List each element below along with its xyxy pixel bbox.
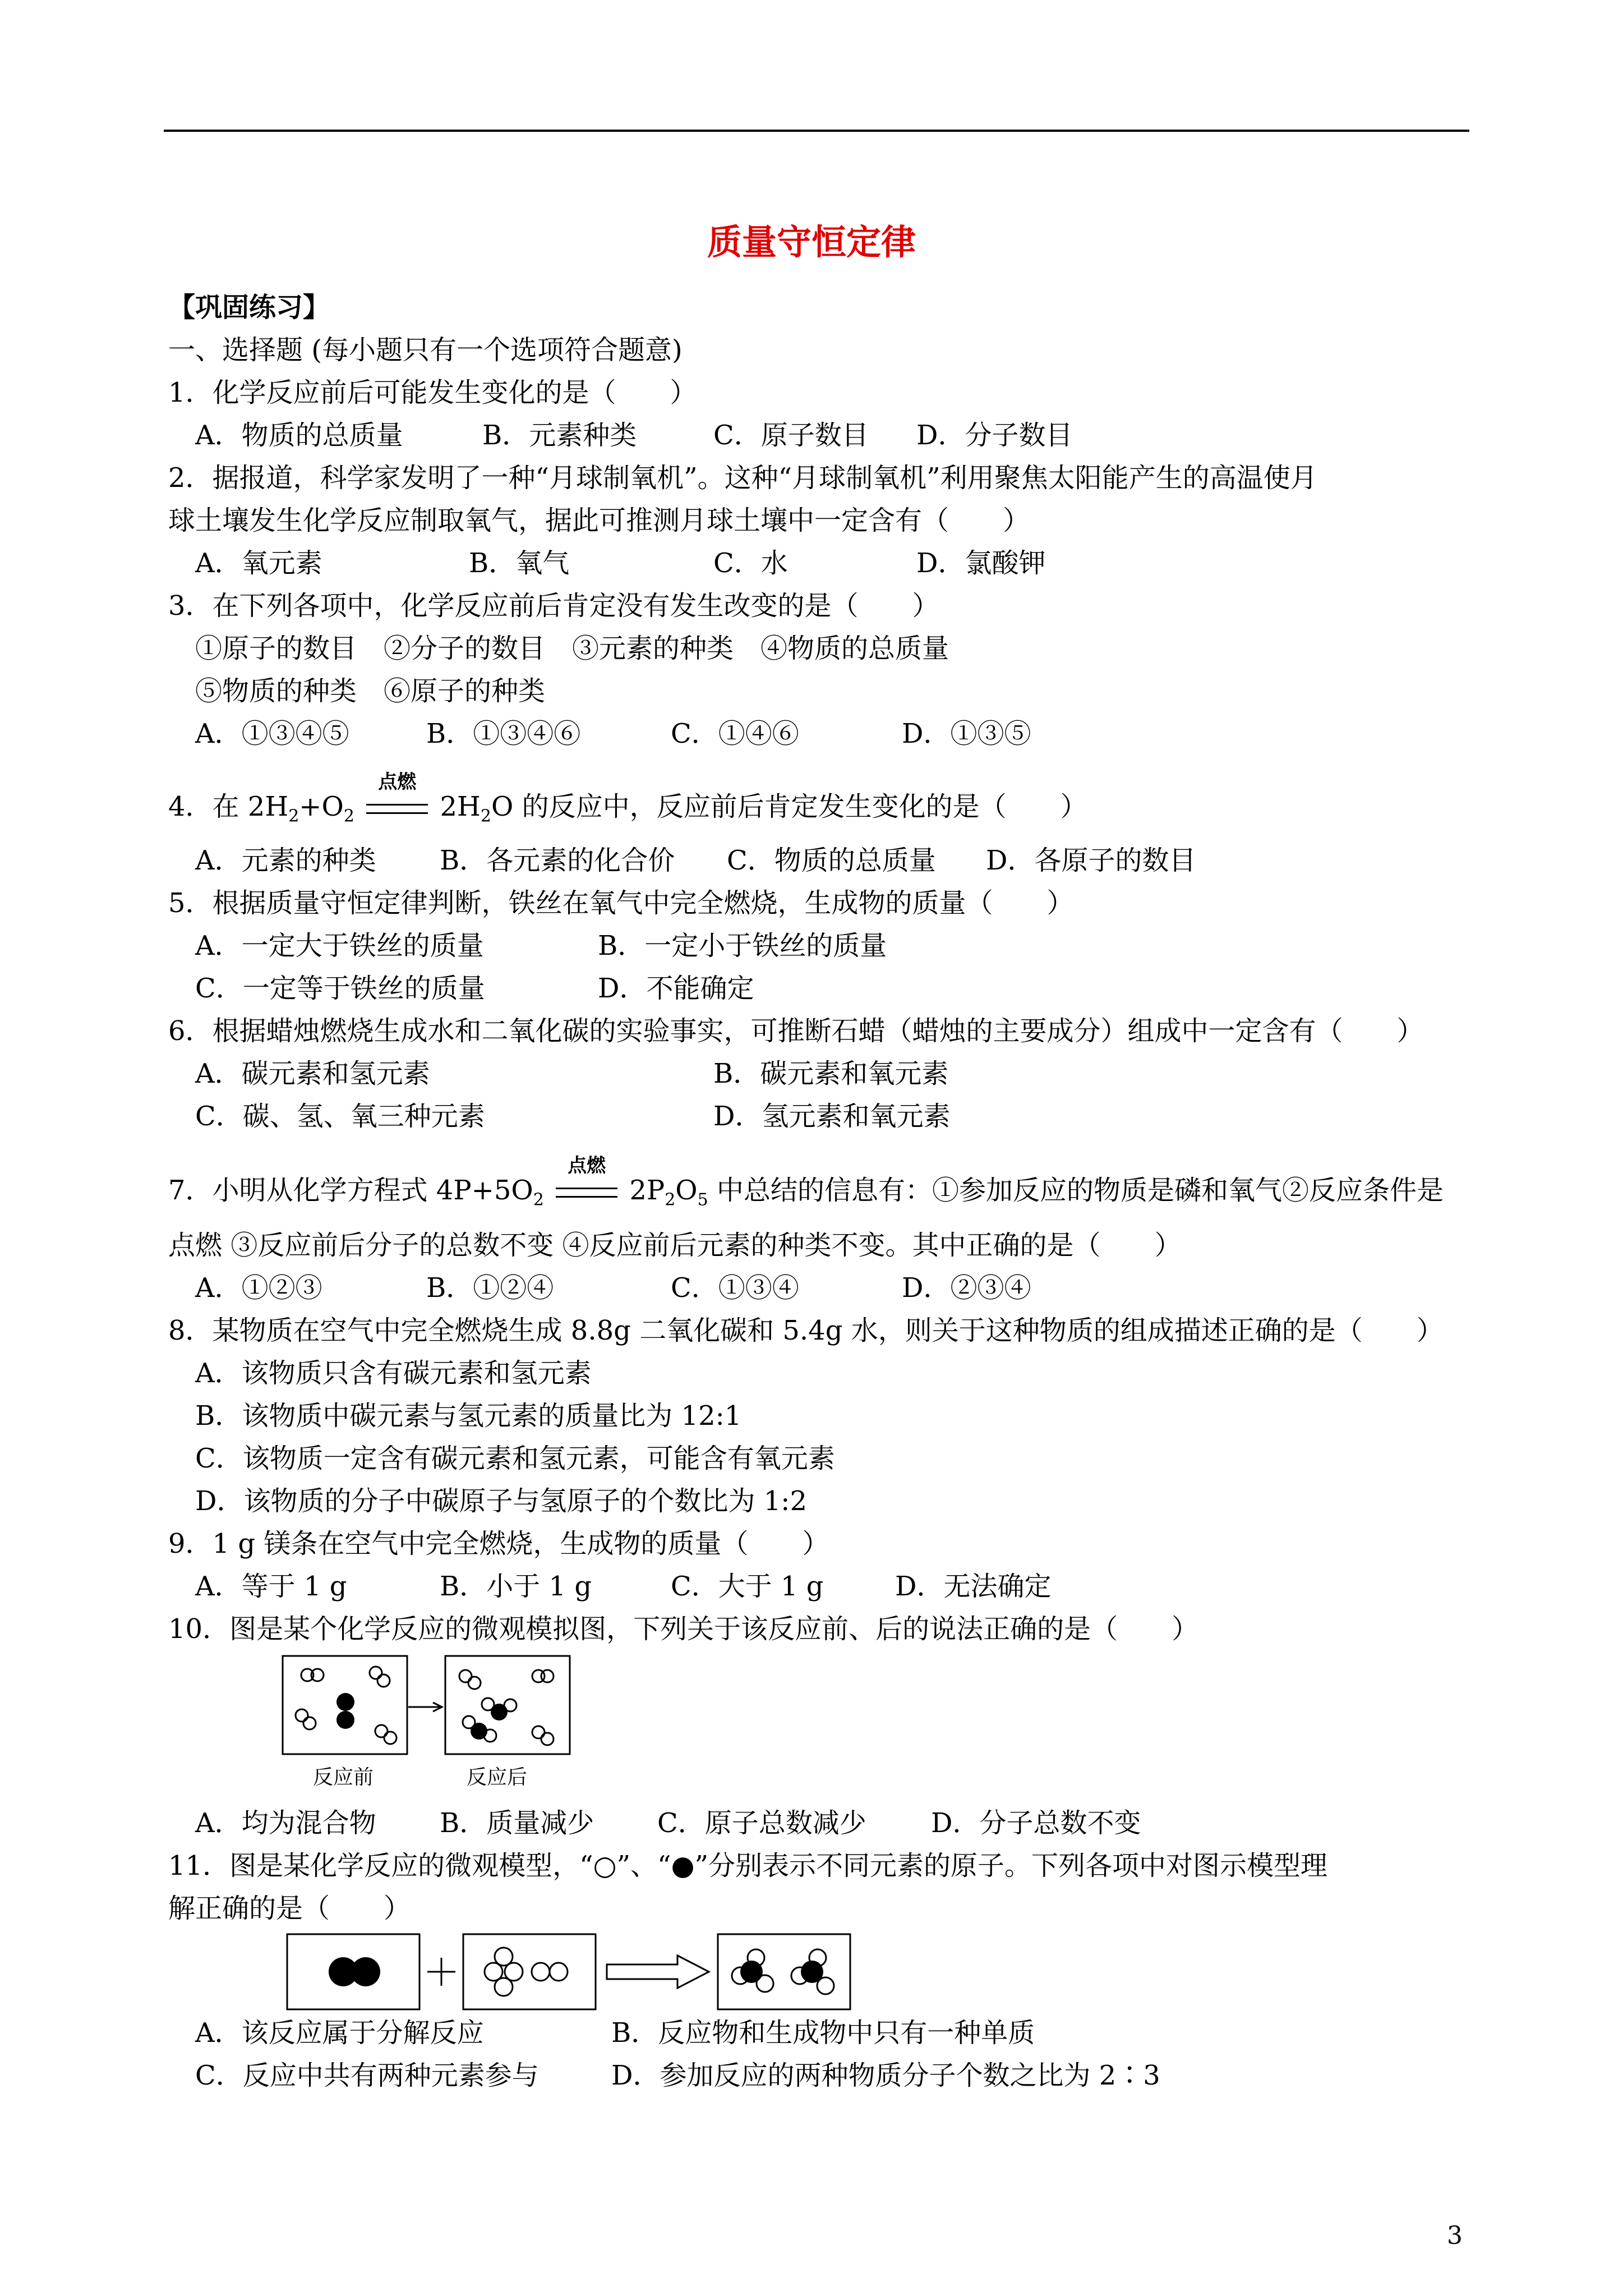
q4-stem: 4．在 $2H_2+O_2$ 点燃 $2H_2O$ 的反应中，反应前后肯定发生变化的是（ ） [168, 790, 1087, 834]
q11-product-box [718, 1934, 850, 2009]
q6-option-b: B．碳元素和氧元素 [713, 1058, 949, 1089]
q6-option-a: A．碳元素和氢元素 [195, 1058, 430, 1089]
q11-option-c: C．反应中共有两种元素参与 [195, 2060, 539, 2091]
q8-option-a: A．该物质只含有碳元素和氢元素 [195, 1358, 592, 1389]
q11-option-b: B．反应物和生成物中只有一种单质 [611, 2017, 1035, 2049]
q4-reaction-condition [363, 771, 431, 823]
q7-reaction-condition [552, 1154, 621, 1207]
q3-option-a: A．①③④⑤ [195, 718, 349, 749]
q2-option-d: D．氯酸钾 [916, 547, 1046, 579]
q3-option-b: B．①③④⑥ [426, 718, 581, 749]
q2-stem-line1: 2．据报道，科学家发明了一种“月球制氧机”。这种“月球制氧机”利用聚焦太阳能产生的高温使月 [168, 462, 1317, 494]
q1-option-d: D．分子数目 [916, 420, 1073, 451]
q3-option-d: D．①③⑤ [902, 718, 1031, 749]
q7-option-c: C．①③④ [671, 1272, 799, 1304]
section-header: 【巩固练习】 [168, 292, 330, 323]
q7-stem-start: 7．小明从化学方程式 4P+5O [168, 1175, 533, 1206]
q5-option-b: B．一定小于铁丝的质量 [598, 930, 887, 961]
q4-option-c: C．物质的总质量 [727, 845, 936, 876]
q4-option-d: D．各原子的数目 [986, 845, 1196, 876]
q9-stem: 9．1 g 镁条在空气中完全燃烧，生成物的质量（ ） [168, 1528, 829, 1559]
q6-option-d: D．氢元素和氧元素 [713, 1101, 951, 1132]
q6-stem: 6．根据蜡烛燃烧生成水和二氧化碳的实验事实，可推断石蜡（蜡烛的主要成分）组成中一定含有（ ） [168, 1015, 1424, 1047]
q2-option-c: C．水 [713, 547, 788, 579]
part-header: 一、选择题 (每小题只有一个选项符合题意) [168, 334, 683, 366]
q9-option-a: A．等于 1 g [195, 1571, 347, 1602]
q1-stem: 1．化学反应前后可能发生变化的是（ ） [168, 377, 697, 408]
q11-option-a: A．该反应属于分解反应 [195, 2017, 484, 2049]
page-title: 质量守恒定律 [707, 222, 916, 263]
q10-caption-before: 反应前 [313, 1766, 374, 1789]
q7-option-b: B．①②④ [426, 1272, 554, 1304]
q7-stem-line2: 点燃 ③反应前后分子的总数不变 ④反应前后元素的种类不变。其中正确的是（ ） [168, 1230, 1182, 1261]
q2-option-a: A．氧元素 [195, 547, 322, 579]
q11-stem-line2: 解正确的是（ ） [168, 1893, 411, 1924]
q7-option-d: D．②③④ [902, 1272, 1031, 1304]
page-number: 3 [1447, 2221, 1463, 2250]
q9-option-c: C．大于 1 g [671, 1571, 824, 1602]
q11-arrow [607, 1955, 709, 1988]
q8-option-d: D．该物质的分子中碳原子与氢原子的个数比为 1:2 [195, 1485, 807, 1517]
q3-items-line1: ①原子的数目 ②分子的数目 ③元素的种类 ④物质的总质量 [195, 633, 949, 664]
q11-option-d: D．参加反应的两种物质分子个数之比为 2∶3 [611, 2060, 1160, 2091]
q3-option-c: C．①④⑥ [671, 718, 799, 749]
header-rule [164, 130, 1469, 132]
q11-stem-line1: 11．图是某化学反应的微观模型，“○”、“●”分别表示不同元素的原子。下列各项中对图示模型理 [168, 1850, 1328, 1881]
q3-items-line2: ⑤物质的种类 ⑥原子的种类 [195, 675, 546, 707]
q2-stem-line2: 球土壤发生化学反应制取氧气，据此可推测月球土壤中一定含有（ ） [168, 505, 1030, 536]
q5-stem: 5．根据质量守恒定律判断，铁丝在氧气中完全燃烧，生成物的质量（ ） [168, 887, 1074, 919]
q4-stem-start: 4．在 2H [168, 791, 289, 822]
q4-stem-end: 的反应中，反应前后肯定发生变化的是（ ） [513, 791, 1087, 822]
q2-option-b: B．氧气 [469, 547, 570, 579]
q8-option-c: C．该物质一定含有碳元素和氢元素，可能含有氧元素 [195, 1443, 835, 1474]
q6-option-c: C．碳、氢、氧三种元素 [195, 1101, 485, 1132]
q8-stem: 8．某物质在空气中完全燃烧生成 8.8g 二氧化碳和 5.4g 水，则关于这种物质的组成描述正确的是（ ） [168, 1315, 1444, 1346]
q7-stem-line1: 7．小明从化学方程式 $4P+5O_2$ 点燃 $2P_2O_5$ 中总结的信息有：①参加反应的物质是磷和氧气②反应条件是 [168, 1174, 1444, 1217]
q11-reactant2-box [463, 1934, 596, 2009]
q10-reaction-diagram [280, 1654, 572, 1758]
q7-condition-label: 点燃 [568, 1154, 606, 1177]
q10-option-a: A．均为混合物 [195, 1807, 376, 1839]
q4-option-a: A．元素的种类 [195, 845, 376, 876]
q7-stem-end: 中总结的信息有：①参加反应的物质是磷和氧气②反应条件是 [708, 1175, 1444, 1206]
q9-option-b: B．小于 1 g [440, 1571, 592, 1602]
q10-option-d: D．分子总数不变 [931, 1807, 1141, 1839]
q8-option-b: B．该物质中碳元素与氢元素的质量比为 12:1 [195, 1400, 742, 1432]
q4-option-b: B．各元素的化合价 [440, 845, 675, 876]
q10-stem: 10．图是某个化学反应的微观模拟图，下列关于该反应前、后的说法正确的是（ ） [168, 1613, 1199, 1645]
q1-option-c: C．原子数目 [713, 420, 869, 451]
q10-option-c: C．原子总数减少 [657, 1807, 866, 1839]
q7-option-a: A．①②③ [195, 1272, 322, 1304]
q4-condition-label: 点燃 [378, 771, 417, 793]
q1-option-a: A．物质的总质量 [195, 420, 403, 451]
q5-option-c: C．一定等于铁丝的质量 [195, 973, 485, 1004]
q11-reaction-diagram [285, 1932, 852, 2013]
q5-option-a: A．一定大于铁丝的质量 [195, 930, 484, 961]
q5-option-d: D．不能确定 [598, 973, 754, 1004]
q3-stem: 3．在下列各项中，化学反应前后肯定没有发生改变的是（ ） [168, 590, 939, 622]
q10-option-b: B．质量减少 [440, 1807, 594, 1839]
q10-caption-after: 反应后 [467, 1766, 528, 1789]
q1-option-b: B．元素种类 [482, 420, 637, 451]
q9-option-d: D．无法确定 [895, 1571, 1052, 1602]
